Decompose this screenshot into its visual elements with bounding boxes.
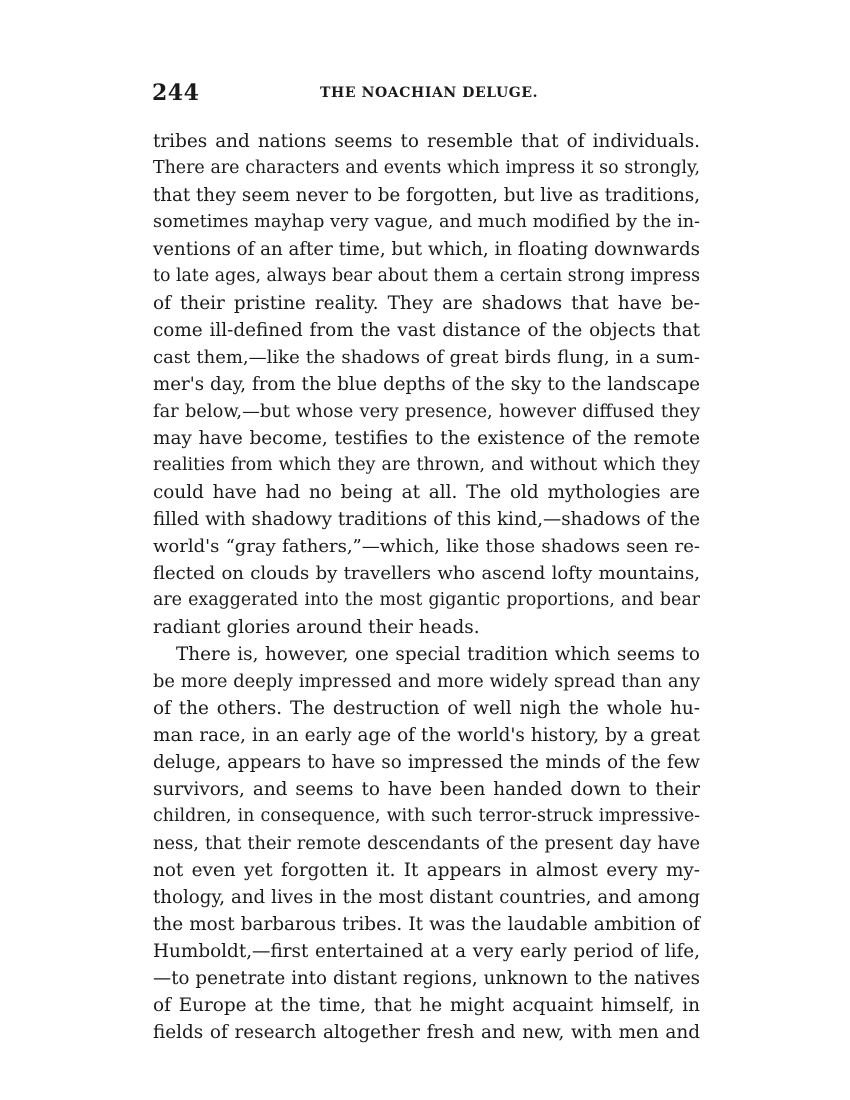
- text-line: survivors, and seems to have been handed down to their: [153, 779, 700, 800]
- text-line: that they seem never to be forgotten, but live as traditions,: [153, 185, 700, 206]
- text-line: tribes and nations seems to resemble that of individuals.: [153, 131, 700, 152]
- text-line: deluge, appears to have so impressed the minds of the few: [153, 752, 700, 773]
- running-head: [152, 80, 700, 110]
- text-line: realities from which they are thrown, and without which they: [153, 455, 700, 475]
- text-line: radiant glories around their heads.: [153, 617, 480, 638]
- text-line: ness, that their remote descendants of the present day have: [153, 833, 700, 854]
- body-text: [153, 128, 700, 1046]
- text-line: may have become, testifies to the existence of the remote: [153, 428, 700, 449]
- text-line: sometimes mayhap very vague, and much modified by the in-: [153, 212, 700, 232]
- text-line: the most barbarous tribes. It was the laudable ambition of: [153, 914, 700, 935]
- text-line: ventions of an after time, but which, in floating downwards: [153, 239, 700, 260]
- page-number: 244: [152, 80, 200, 106]
- paragraph-2: [153, 641, 700, 1046]
- text-line: of their pristine reality. They are shadows that have be-: [153, 293, 700, 314]
- text-line: of the others. The destruction of well nigh the whole hu-: [153, 698, 700, 719]
- text-line: —to penetrate into distant regions, unknown to the natives: [153, 968, 700, 989]
- text-line: far below,—but whose very presence, however diffused they: [153, 401, 700, 422]
- text-line: are exaggerated into the most gigantic proportions, and bear: [153, 590, 700, 610]
- text-line: not even yet forgotten it. It appears in almost every my-: [153, 860, 700, 881]
- text-line: filled with shadowy traditions of this kind,—shadows of the: [153, 509, 700, 530]
- text-line: There is, however, one special tradition which seems to: [176, 644, 700, 665]
- paragraph-1: [153, 128, 700, 641]
- text-line: man race, in an early age of the world's history, by a great: [153, 725, 700, 746]
- text-line: be more deeply impressed and more widely spread than any: [153, 671, 700, 692]
- text-line: come ill-defined from the vast distance of the objects that: [153, 320, 700, 341]
- text-line: thology, and lives in the most distant countries, and among: [153, 887, 700, 908]
- text-line: children, in consequence, with such terror-struck impressive-: [153, 806, 700, 826]
- text-line: to late ages, always bear about them a certain strong impress: [153, 266, 700, 286]
- text-line: mer's day, from the blue depths of the sky to the landscape: [153, 374, 700, 395]
- text-line: cast them,—like the shadows of great birds flung, in a sum-: [153, 347, 700, 368]
- text-line: flected on clouds by travellers who ascend lofty mountains,: [153, 563, 700, 584]
- text-line: world's “gray fathers,”—which, like those shadows seen re-: [153, 536, 700, 557]
- text-line: Humboldt,—first entertained at a very early period of life,: [153, 941, 700, 962]
- running-title: THE NOACHIAN DELUGE.: [320, 85, 539, 101]
- text-line: could have had no being at all. The old mythologies are: [153, 482, 700, 503]
- text-line: There are characters and events which impress it so strongly,: [153, 158, 700, 178]
- text-line: fields of research altogether fresh and new, with men and: [153, 1022, 700, 1043]
- text-line: of Europe at the time, that he might acquaint himself, in: [153, 995, 700, 1016]
